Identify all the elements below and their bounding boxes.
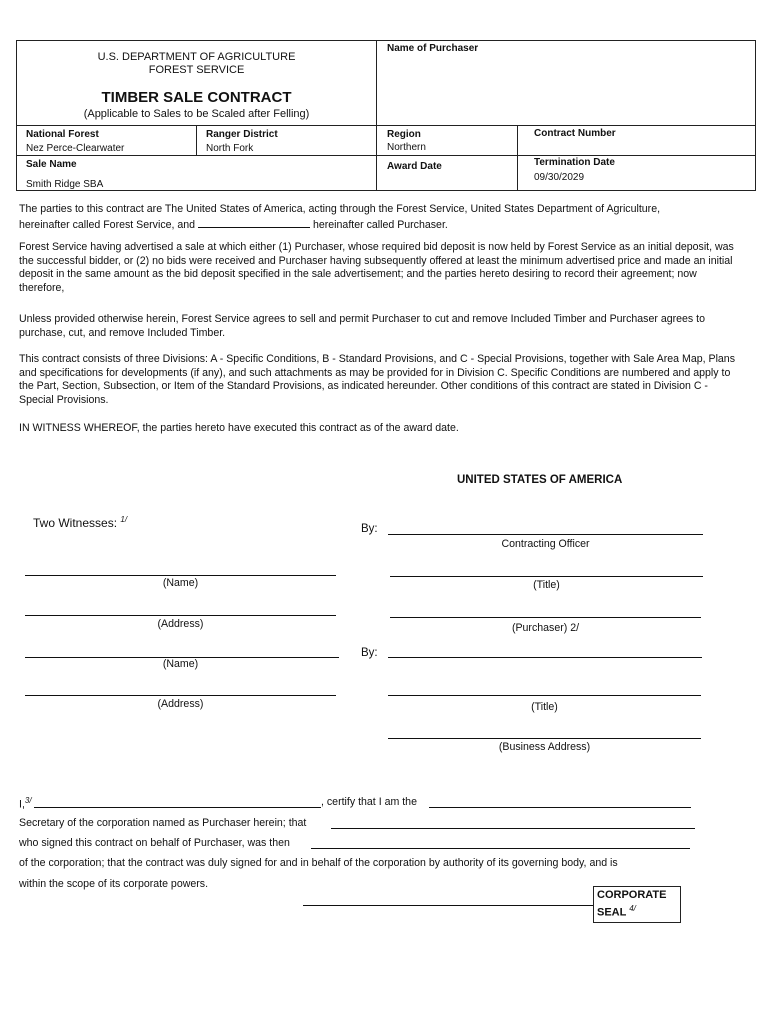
purchaser-title-line[interactable] — [388, 695, 701, 696]
paragraph-parties: The parties to this contract are The United States of America, acting through the Forest Service, United States Department of Agriculture, hereinafter called Forest Service, and hereinafter called Purchaser. — [19, 203, 661, 231]
termination-date-value: 09/30/2029 — [534, 172, 585, 183]
certify-line4: of the corporation; that the contract was duly signed for and in behalf of the corporation by authority of its governing body, and is — [19, 857, 618, 869]
corporate-seal-box: CORPORATE SEAL $^{4/}$ — [593, 886, 681, 923]
witness2-name-caption: (Name) — [162, 658, 199, 670]
purchaser-title-caption: (Title) — [531, 701, 558, 713]
by-label-1: By: — [361, 523, 378, 535]
two-witnesses-label: Two Witnesses: $^{1/}$ — [33, 515, 128, 530]
secretary-name-line[interactable] — [34, 807, 321, 808]
secretary-signature-line[interactable] — [303, 905, 593, 906]
sale-name-label: Sale Name — [26, 159, 77, 170]
paragraph-divisions: This contract consists of three Divisions: A - Specific Conditions, B - Standard Provisions, and C - Special Provisions, together with Sale Area Map, Plans and specifications for developments (if any), and such attachments as may be provided for in Division C. Specific Conditions are numbered and apply to the Part, Section, Subsection, or Item of the Standard Provisions, as indicated hereunder. Other conditions of this contract are stated in Division C - Special Provisions. — [19, 353, 735, 406]
agency-name: FOREST SERVICE — [148, 64, 245, 76]
signer-name-line[interactable] — [331, 828, 695, 829]
termination-date-label: Termination Date — [534, 157, 615, 168]
department-name: U.S. DEPARTMENT OF AGRICULTURE — [97, 51, 296, 63]
purchaser-line[interactable] — [390, 617, 701, 618]
footnote-4: 4/ — [629, 904, 636, 913]
name-of-purchaser-label: Name of Purchaser — [387, 43, 479, 54]
document-subtitle: (Applicable to Sales to be Scaled after Felling) — [83, 108, 310, 120]
usa-heading: UNITED STATES OF AMERICA — [457, 474, 623, 486]
region-label: Region — [387, 129, 421, 140]
region-value: Northern — [387, 142, 426, 153]
certify-line3: who signed this contract on behalf of Purchaser, was then — [19, 837, 290, 849]
purchaser-name-blank[interactable] — [198, 217, 310, 228]
business-address-line[interactable] — [388, 738, 701, 739]
contract-header-box — [16, 40, 756, 191]
certify-line2: Secretary of the corporation named as Purchaser herein; that — [19, 817, 307, 829]
national-forest-value: Nez Perce-Clearwater — [26, 143, 125, 154]
by-label-2: By: — [361, 647, 378, 659]
national-forest-label: National Forest — [26, 129, 99, 140]
paragraph-agreement: Unless provided otherwise herein, Forest Service agrees to sell and permit Purchaser to cut and remove Included Timber and Purchaser agrees to purchase, cut, and remove Included Timber. — [19, 313, 705, 339]
paragraph-advertised: Forest Service having advertised a sale at which either (1) Purchaser, whose required bid deposit is now held by Forest Service as an initial deposit, was the successful bidder, or (2) no bids were received and Purchaser having subsequently offered at least the minimum advertised price and made an initial deposit in the same amount as the bid deposit specified in the sale advertisement; and the parties hereto desiring to record their agreement; now therefore, — [19, 241, 734, 294]
certify-i-label: I,$^{3/}$ — [19, 796, 32, 811]
contracting-officer-signature-line[interactable] — [388, 534, 703, 535]
certify-line5: within the scope of its corporate powers. — [19, 878, 209, 890]
witness1-address-caption: (Address) — [157, 618, 204, 630]
award-date-label: Award Date — [387, 161, 442, 172]
signer-title-line[interactable] — [311, 848, 690, 849]
secretary-title-line[interactable] — [429, 807, 691, 808]
ranger-district-value: North Fork — [206, 143, 254, 154]
witness1-name-line[interactable] — [25, 575, 336, 576]
witness1-address-line[interactable] — [25, 615, 336, 616]
paragraph-witness: IN WITNESS WHEREOF, the parties hereto have executed this contract as of the award date. — [19, 422, 459, 434]
witness1-name-caption: (Name) — [162, 577, 199, 589]
document-title: TIMBER SALE CONTRACT — [101, 89, 292, 106]
officer-title-caption: (Title) — [533, 579, 560, 591]
purchaser-signature-line[interactable] — [388, 657, 702, 658]
certify-that-text: , certify that I am the — [321, 796, 417, 808]
sale-name-value: Smith Ridge SBA — [26, 179, 104, 190]
officer-title-line[interactable] — [390, 576, 703, 577]
business-address-caption: (Business Address) — [498, 741, 591, 753]
footnote-1: 1/ — [120, 515, 128, 524]
ranger-district-label: Ranger District — [206, 129, 278, 140]
witness2-address-caption: (Address) — [157, 698, 204, 710]
witness2-address-line[interactable] — [25, 695, 336, 696]
contracting-officer-caption: Contracting Officer — [501, 538, 590, 550]
footnote-3: 3/ — [24, 796, 32, 805]
purchaser-caption: (Purchaser) 2/ — [511, 622, 580, 634]
contract-number-label: Contract Number — [534, 128, 616, 139]
